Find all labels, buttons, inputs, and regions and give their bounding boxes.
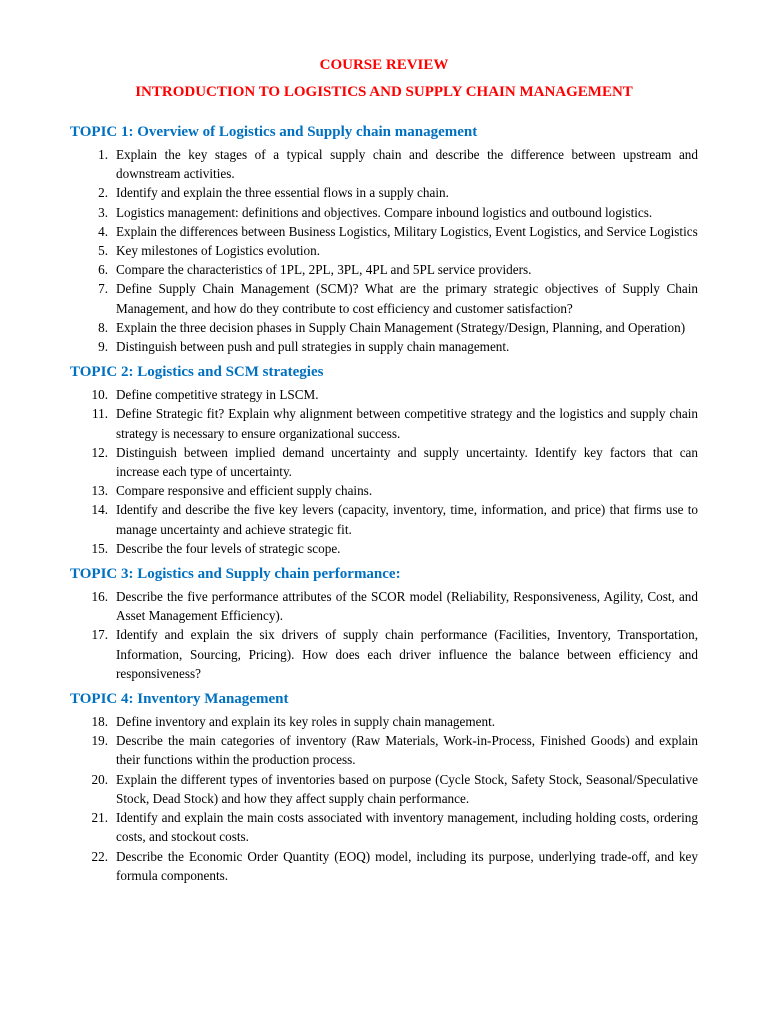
document-header [70,52,698,106]
question-item [70,443,698,481]
question-number: 7. [98,281,108,297]
question-list [70,145,698,356]
question-number: 12. [91,444,108,460]
topic-section [70,564,698,683]
question-item [70,241,698,260]
question-list [70,712,698,885]
topics-container [70,122,698,885]
question-item [70,625,698,683]
question-list [70,587,698,683]
topic-heading: TOPIC 3: Logistics and Supply chain performance: [70,566,401,583]
question-text: Identify and describe the five key levers (capacity, inventory, time, information, and price) that firms use to manage uncertainty and achieve strategic fit. [116,502,698,537]
topic-section [70,689,698,885]
question-number: 18. [91,714,108,730]
question-number: 16. [91,589,108,605]
question-item [70,404,698,442]
question-number: 20. [91,771,108,787]
topic-heading: TOPIC 1: Overview of Logistics and Supply chain management [70,124,478,140]
question-item [70,808,698,846]
question-text: Define Supply Chain Management (SCM)? What are the primary strategic objectives of Supply Chain Management, and how do they contribute to cost efficiency and customer satisfaction? [116,281,698,316]
question-item [70,481,698,500]
question-text: Distinguish between implied demand uncertainty and supply uncertainty. Identify key factors that can increase each type of uncertainty. [116,444,698,480]
topic-section [70,122,698,356]
question-text: Describe the five performance attributes of the SCOR model (Reliability, Responsiveness, Agility, Cost, and Asset Management Efficiency). [116,589,698,624]
question-text: Describe the four levels of strategic scope. [116,540,341,556]
question-item [70,500,698,538]
question-text: Logistics management: definitions and objectives. Compare inbound logistics and outbound logistics. [116,204,653,220]
question-number: 22. [91,848,108,864]
topic-heading: TOPIC 2: Logistics and SCM strategies [70,364,324,381]
question-text: Identify and explain the six drivers of supply chain performance (Facilities, Inventory, Transportation, Information, Sourcing, Pricing). How does each driver influence the balance between efficiency and responsiveness? [116,627,698,681]
question-number: 4. [98,223,108,239]
question-text: Describe the Economic Order Quantity (EOQ) model, including its purpose, underlying trade-off, and key formula components. [116,848,698,883]
question-item [70,279,698,317]
question-text: Explain the different types of inventories based on purpose (Cycle Stock, Safety Stock, Seasonal/Speculative Stock, Dead Stock) and how they affect supply chain performance. [116,771,698,806]
question-item [70,222,698,241]
question-item [70,385,698,404]
question-item [70,731,698,769]
question-number: 5. [98,243,108,259]
question-text: Compare the characteristics of 1PL, 2PL, 3PL, 4PL and 5PL service providers. [116,262,532,278]
question-number: 6. [98,262,108,278]
question-number: 17. [91,627,108,643]
question-item [70,145,698,183]
question-text: Explain the three decision phases in Supply Chain Management (Strategy/Design, Planning, and Operation) [116,319,686,335]
question-number: 14. [91,502,108,518]
question-text: Define competitive strategy in LSCM. [116,387,319,403]
document-title-line-1: COURSE REVIEW [319,57,449,73]
question-item [70,337,698,356]
question-number: 1. [98,147,108,162]
question-text: Compare responsive and efficient supply chains. [116,483,373,499]
question-text: Identify and explain the main costs associated with inventory management, including holding costs, ordering costs, and stockout costs. [116,810,698,845]
question-text: Define Strategic fit? Explain why alignment between competitive strategy and the logistics and supply chain strategy is necessary to ensure organizational success. [116,406,698,441]
question-number: 21. [91,810,108,826]
question-number: 19. [91,733,108,749]
question-text: Identify and explain the three essential flows in a supply chain. [116,185,449,201]
question-text: Explain the differences between Business Logistics, Military Logistics, Event Logistics, and Service Logistics [116,223,698,239]
question-number: 9. [98,339,108,355]
question-text: Key milestones of Logistics evolution. [116,243,321,259]
question-text: Define inventory and explain its key roles in supply chain management. [116,714,496,730]
question-item [70,847,698,885]
question-item [70,770,698,808]
question-item [70,712,698,731]
question-number: 11. [92,406,108,422]
question-item [70,183,698,202]
question-number: 13. [91,483,108,499]
topic-section [70,362,698,558]
question-list [70,385,698,558]
question-item [70,539,698,558]
document-title-line-2: INTRODUCTION TO LOGISTICS AND SUPPLY CHAIN MANAGEMENT [135,84,633,100]
question-number: 3. [98,204,108,220]
question-number: 8. [98,319,108,335]
question-item [70,260,698,279]
question-item [70,203,698,222]
question-text: Distinguish between push and pull strategies in supply chain management. [116,339,510,355]
question-item [70,587,698,625]
question-number: 10. [91,387,108,403]
question-number: 15. [91,540,108,556]
question-text: Describe the main categories of inventory (Raw Materials, Work-in-Process, Finished Goods) and explain their functions within the production process. [116,733,698,768]
question-number: 2. [98,185,108,201]
question-item [70,318,698,337]
topic-heading: TOPIC 4: Inventory Management [70,691,289,708]
question-text: Explain the key stages of a typical supply chain and describe the difference between upstream and downstream activities. [116,147,698,182]
